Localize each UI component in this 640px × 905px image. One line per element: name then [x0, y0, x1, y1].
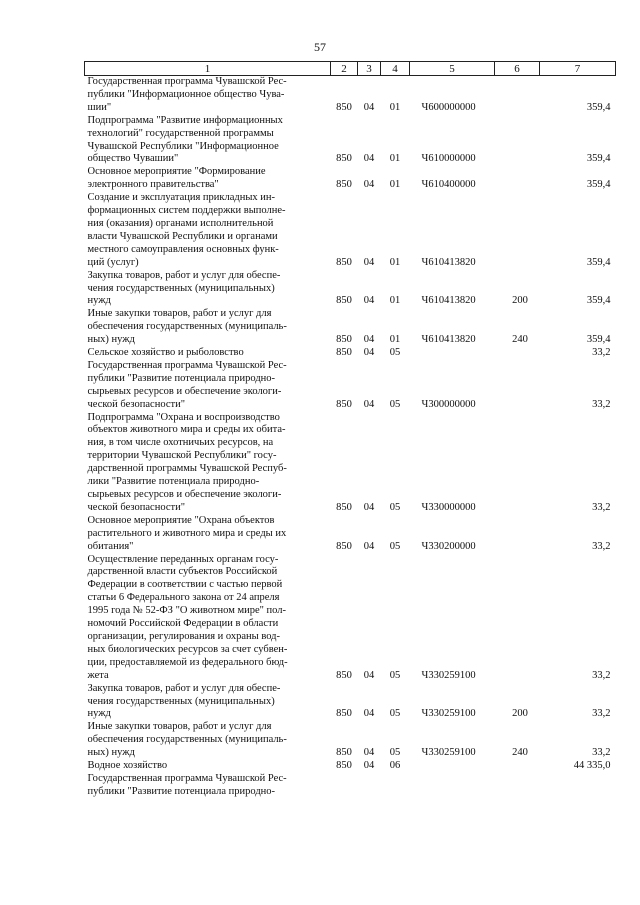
row-target-code: Ч330259100: [421, 669, 476, 681]
row-name-line: технологий" государственной программы: [87, 127, 274, 139]
row-name-line: публики "Развитие потенциала природно-: [87, 785, 276, 797]
table-row: [85, 760, 616, 773]
row-name-line: нужд: [87, 708, 111, 720]
row-name: [85, 760, 331, 773]
row-amount: 44 335,0: [573, 760, 611, 772]
row-target-code: Ч610400000: [421, 179, 476, 191]
row-target-code: Ч330259100: [421, 747, 476, 759]
row-subsection-code: 05: [389, 540, 401, 552]
row-name-line: Закупка товаров, работ и услуг для обеспе-: [87, 269, 281, 281]
row-name-line: Сельское хозяйство и рыболовство: [87, 347, 244, 359]
row-name: [85, 308, 331, 347]
row-name: [85, 347, 331, 360]
row-name-line: дарственной власти субъектов Российской: [87, 566, 278, 578]
table-row: [85, 683, 616, 722]
row-amount: 33,2: [592, 540, 611, 552]
table-row: [85, 721, 616, 760]
row-name-line: нужд: [87, 295, 111, 307]
row-subsection-code: [381, 773, 410, 799]
row-name: [85, 76, 331, 115]
row-name-line: организации, регулирования и охраны вод-: [87, 630, 281, 642]
row-admin-code: 850: [336, 179, 352, 191]
row-amount: 33,2: [592, 347, 611, 359]
row-expense-type-code: [495, 192, 540, 269]
table-row: [85, 347, 616, 360]
budget-table: [84, 61, 616, 799]
row-target-code: [410, 760, 495, 773]
row-expense-type-code: [495, 773, 540, 799]
row-target-code: Ч330259100: [421, 708, 476, 720]
row-name: [85, 683, 331, 722]
row-name-line: сырьевых ресурсов и обеспечение экологи-: [87, 489, 282, 500]
row-name-line: обеспечения государственных (муниципаль-: [87, 734, 287, 746]
table-row: [85, 270, 616, 309]
row-name-line: ческой безопасности": [87, 398, 185, 410]
table-row: [85, 554, 616, 683]
row-name-line: чения государственных (муниципальных): [87, 282, 275, 294]
row-expense-type-code: [495, 166, 540, 192]
row-section-code: 04: [363, 179, 375, 191]
row-admin-code: [331, 773, 358, 799]
row-name-line: формационных систем поддержки выполне-: [87, 205, 286, 217]
table-row: [85, 308, 616, 347]
row-name-line: Государственная программа Чувашской Рес-: [87, 359, 287, 371]
row-admin-code: 850: [336, 708, 352, 720]
row-name-line: ческой безопасности": [87, 501, 185, 513]
row-section-code: 04: [363, 295, 375, 307]
table-header: [85, 62, 616, 76]
row-name-line: Основное мероприятие "Формирование: [87, 166, 266, 178]
header-col-3: 3: [358, 62, 381, 76]
row-name: [85, 721, 331, 760]
row-name-line: публики "Развитие потенциала природно-: [87, 372, 276, 384]
row-target-code: Ч610413820: [421, 334, 476, 346]
table-row: [85, 166, 616, 192]
table-row: [85, 360, 616, 412]
row-section-code: [358, 773, 381, 799]
row-name-line: ции, предоставляемой из федерального бюд-: [87, 656, 288, 668]
row-subsection-code: 01: [389, 256, 401, 268]
row-name-line: Иные закупки товаров, работ и услуг для: [87, 308, 272, 320]
row-admin-code: 850: [336, 101, 352, 113]
row-section-code: 04: [363, 760, 375, 772]
row-expense-type-code: [495, 115, 540, 167]
row-target-code: [410, 773, 495, 799]
row-admin-code: 850: [336, 669, 352, 681]
row-subsection-code: 01: [389, 295, 401, 307]
row-expense-type-code: [495, 554, 540, 683]
row-expense-type-code: [495, 515, 540, 554]
row-name-line: Водное хозяйство: [87, 760, 168, 772]
row-name-line: публики "Информационное общество Чува-: [87, 88, 285, 100]
row-admin-code: 850: [336, 747, 352, 759]
row-admin-code: 850: [336, 256, 352, 268]
table-row: [85, 412, 616, 515]
header-col-4: 4: [381, 62, 410, 76]
row-section-code: 04: [363, 540, 375, 552]
row-section-code: 04: [363, 708, 375, 720]
row-section-code: 04: [363, 347, 375, 359]
row-admin-code: 850: [336, 153, 352, 165]
row-target-code: Ч610413820: [421, 295, 476, 307]
row-name-line: Создание и эксплуатация прикладных ин-: [87, 192, 276, 204]
row-subsection-code: 05: [389, 669, 401, 681]
row-target-code: [410, 347, 495, 360]
row-name-line: Государственная программа Чувашской Рес-: [87, 772, 287, 784]
table-row: [85, 76, 616, 115]
row-amount: 359,4: [586, 295, 611, 307]
row-amount: 33,2: [592, 398, 611, 410]
row-name-line: объектов животного мира и среды их обита-: [87, 424, 286, 436]
row-name-line: лики "Развитие потенциала природно-: [87, 476, 260, 488]
row-target-code: Ч300000000: [421, 398, 476, 410]
row-name-line: чения государственных (муниципальных): [87, 695, 275, 707]
row-name-line: шии": [87, 101, 112, 113]
row-name: [85, 412, 331, 515]
row-amount: 359,4: [586, 101, 611, 113]
row-name-line: ных биологических ресурсов за счет субвен-: [87, 643, 288, 655]
row-admin-code: 850: [336, 347, 352, 359]
row-amount: 33,2: [592, 669, 611, 681]
row-name-line: жета: [87, 669, 109, 681]
row-name-line: растительного и животного мира и среды их: [87, 527, 287, 539]
row-name: [85, 192, 331, 269]
row-section-code: 04: [363, 334, 375, 346]
row-amount: 33,2: [592, 708, 611, 720]
row-subsection-code: 05: [389, 708, 401, 720]
row-amount: 33,2: [592, 501, 611, 513]
row-name-line: обеспечения государственных (муниципаль-: [87, 321, 287, 333]
table-body: [85, 76, 616, 799]
row-section-code: 04: [363, 669, 375, 681]
row-target-code: Ч610413820: [421, 256, 476, 268]
row-name-line: обитания": [87, 540, 134, 552]
row-name-line: общество Чувашии": [87, 153, 179, 165]
row-name-line: Подпрограмма "Охрана и воспроизводство: [87, 411, 280, 423]
header-col-2: 2: [331, 62, 358, 76]
row-admin-code: 850: [336, 760, 352, 772]
row-subsection-code: 06: [389, 760, 401, 772]
row-name: [85, 515, 331, 554]
row-expense-type-code: 240: [512, 334, 528, 346]
row-name: [85, 554, 331, 683]
row-expense-type-code: [495, 347, 540, 360]
row-name-line: ных) нужд: [87, 334, 135, 346]
row-amount: 359,4: [586, 256, 611, 268]
row-name-line: Подпрограмма "Развитие информационных: [87, 114, 283, 126]
row-name-line: ных) нужд: [87, 747, 135, 759]
row-name-line: ния, в том числе охотничьих ресурсов, на: [87, 437, 274, 449]
row-name-line: Основное мероприятие "Охрана объектов: [87, 514, 275, 526]
row-name-line: Осуществление переданных органам госу-: [87, 553, 279, 565]
row-name-line: статьи 6 Федерального закона от 24 апреля: [87, 592, 280, 604]
row-admin-code: 850: [336, 540, 352, 552]
row-name-line: ций (услуг): [87, 256, 139, 268]
row-expense-type-code: [495, 412, 540, 515]
row-subsection-code: 05: [389, 501, 401, 513]
row-amount: [540, 773, 616, 799]
row-name: [85, 773, 331, 799]
row-admin-code: 850: [336, 334, 352, 346]
row-name: [85, 115, 331, 167]
row-amount: 33,2: [592, 747, 611, 759]
row-subsection-code: 01: [389, 153, 401, 165]
row-name-line: Иные закупки товаров, работ и услуг для: [87, 721, 272, 733]
row-name-line: электронного правительства": [87, 179, 219, 191]
row-section-code: 04: [363, 501, 375, 513]
row-name-line: дарственной программы Чувашской Респуб-: [87, 463, 287, 475]
row-name-line: Чувашской Республики "Информационное: [87, 140, 279, 152]
header-col-1: 1: [85, 62, 331, 76]
row-expense-type-code: 200: [512, 708, 528, 720]
table-row: [85, 773, 616, 799]
row-target-code: Ч330200000: [421, 540, 476, 552]
row-subsection-code: 05: [389, 747, 401, 759]
row-name: [85, 166, 331, 192]
row-amount: 359,4: [586, 153, 611, 165]
row-expense-type-code: [495, 360, 540, 412]
header-col-7: 7: [540, 62, 616, 76]
row-section-code: 04: [363, 101, 375, 113]
row-expense-type-code: 240: [512, 747, 528, 759]
header-col-5: 5: [410, 62, 495, 76]
row-name-line: Государственная программа Чувашской Рес-: [87, 76, 287, 87]
row-subsection-code: 01: [389, 101, 401, 113]
row-admin-code: 850: [336, 398, 352, 410]
row-subsection-code: 01: [389, 334, 401, 346]
row-target-code: Ч330000000: [421, 501, 476, 513]
row-name-line: власти Чувашской Республики и органами: [87, 230, 278, 242]
row-expense-type-code: 200: [512, 295, 528, 307]
row-name: [85, 360, 331, 412]
row-expense-type-code: [495, 760, 540, 773]
header-col-6: 6: [495, 62, 540, 76]
row-name-line: ния (оказания) органами исполнительной: [87, 217, 274, 229]
row-amount: 359,4: [586, 334, 611, 346]
header-row: [85, 62, 616, 76]
row-name-line: сырьевых ресурсов и обеспечение экологи-: [87, 385, 282, 397]
page-number: 57: [314, 40, 326, 54]
row-name-line: 1995 года № 52-ФЗ "О животном мире" пол-: [87, 605, 287, 617]
row-expense-type-code: [495, 76, 540, 115]
row-name-line: номочий Российской Федерации в области: [87, 618, 279, 630]
row-amount: 359,4: [586, 179, 611, 191]
row-subsection-code: 05: [389, 347, 401, 359]
row-admin-code: 850: [336, 295, 352, 307]
row-section-code: 04: [363, 256, 375, 268]
row-name-line: Федерации в соответствии с частью первой: [87, 579, 283, 591]
row-subsection-code: 01: [389, 179, 401, 191]
table-row: [85, 192, 616, 269]
row-section-code: 04: [363, 747, 375, 759]
row-admin-code: 850: [336, 501, 352, 513]
table-row: [85, 515, 616, 554]
table-row: [85, 115, 616, 167]
row-section-code: 04: [363, 398, 375, 410]
row-subsection-code: 05: [389, 398, 401, 410]
row-name-line: местного самоуправления основных функ-: [87, 243, 279, 255]
row-name: [85, 270, 331, 309]
row-section-code: 04: [363, 153, 375, 165]
row-name-line: территории Чувашской Республики" госу-: [87, 450, 277, 462]
row-target-code: Ч600000000: [421, 101, 476, 113]
row-name-line: Закупка товаров, работ и услуг для обеспе-: [87, 682, 281, 694]
row-target-code: Ч610000000: [421, 153, 476, 165]
